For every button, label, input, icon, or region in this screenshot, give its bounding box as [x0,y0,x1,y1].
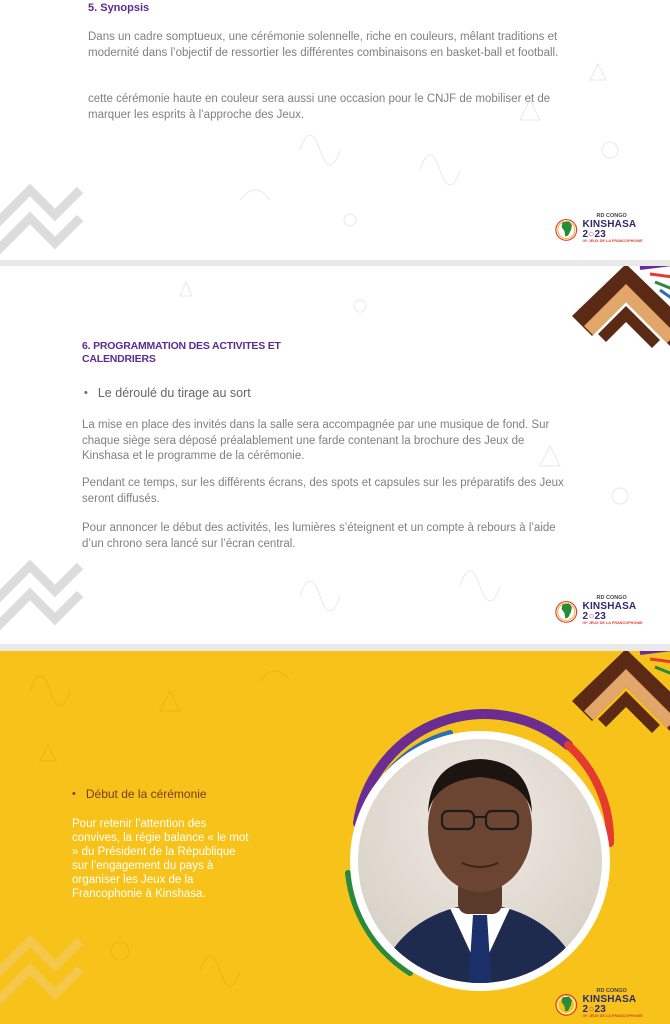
kinshasa-2023-logo [554,987,658,1021]
logo-city: KINSHASA 2○23 [582,600,636,622]
bullet-debut-ceremonie [72,787,207,801]
bullet-dot: • [72,788,76,800]
president-portrait [330,703,630,1003]
logo-subtitle: IXᵉ JEUX DE LA FRANCOPHONIE [582,1013,643,1018]
slide-programmation [0,266,670,644]
logo-city: KINSHASA 2○23 [582,993,636,1015]
logo-country: RD CONGO [596,988,627,995]
africa-map-icon [554,989,579,1019]
logo-subtitle: IXᵉ JEUX DE LA FRANCOPHONIE [582,238,643,243]
logo-zero-icon: ○ [588,228,595,240]
logo-subtitle: IXᵉ JEUX DE LA FRANCOPHONIE [582,620,643,625]
africa-map-icon [554,214,579,244]
programmation-paragraph-3: Pour annoncer le début des activités, les lumières s’éteignent et un compte à rebours à l’aide d’un chrono sera lancé sur l’écran central. [82,522,556,550]
synopsis-paragraph-1: Dans un cadre somptueux, une cérémonie solennelle, riche en couleurs, mêlant traditions et modernité dans l’objectif de ressortier les différentes combinaisons en basket-ball et football. [88,31,559,59]
synopsis-paragraph-2: cette cérémonie haute en couleur sera aussi une occasion pour le CNJF de mobiliser et de marquer les esprits à l’approche des Jeux. [88,93,551,121]
logo-city: KINSHASA 2○23 [582,218,636,240]
kinshasa-2023-logo [554,594,658,628]
section-heading-programmation: 6. PROGRAMMATION DES ACTIVITES ET CALENDRIERS [82,340,281,365]
section-heading-synopsis: 5. Synopsis [88,2,150,14]
bullet-tirage [84,386,251,400]
logo-zero-icon: ○ [588,610,595,622]
ceremonie-paragraph: Pour retenir l’attention des convives, la régie balance « le mot » du Président de la République sur l’engagement du pays à organiser les Jeux de la Francophonie à Kinshasa. [72,818,249,900]
logo-zero-icon: ○ [588,1003,595,1015]
kinshasa-2023-logo [554,212,658,246]
logo-country: RD CONGO [596,213,627,220]
programmation-paragraph-1: La mise en place des invités dans la salle sera accompagnée par une musique de fond. Sur chaque siège sera déposé préalablement une farde contenant la brochure des Jeux de Kinshasa et le programme de la cérémonie. [82,419,550,462]
bullet-dot: • [84,387,88,399]
africa-map-icon [554,596,579,626]
slide-ceremonie [0,651,670,1024]
logo-country: RD CONGO [596,595,627,602]
bullet-tirage-label: Le déroulé du tirage au sort [97,386,251,400]
programmation-paragraph-2: Pendant ce temps, sur les différents écrans, des spots et capsules sur les préparatifs des Jeux seront diffusés. [82,477,564,505]
slide-synopsis [0,0,670,260]
bullet-debut-label: Début de la cérémonie [85,787,207,801]
